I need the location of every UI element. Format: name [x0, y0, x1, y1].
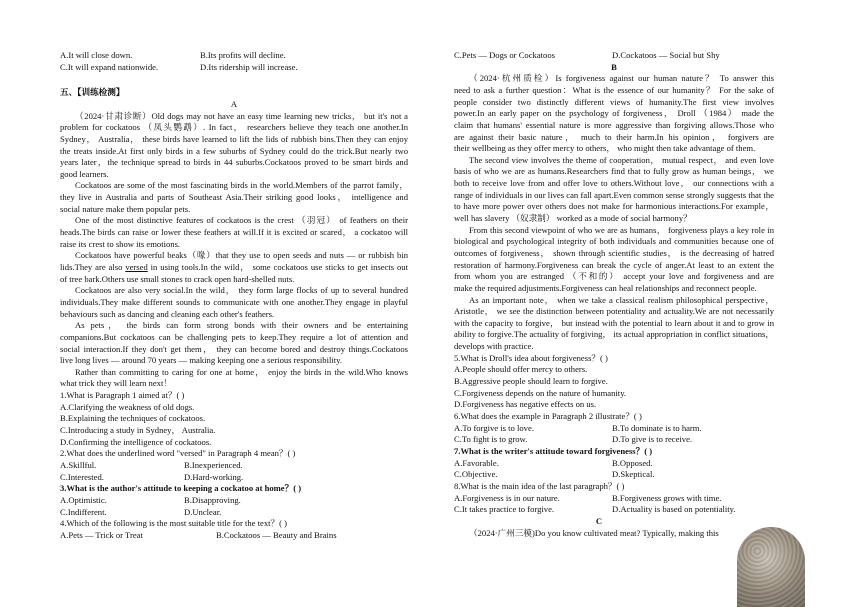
passage-line: from whom you are estranged （不和的） accept your love and forgiveness and are: [454, 271, 774, 282]
q7-options: [454, 458, 774, 470]
option: B.Inexperienced.: [184, 460, 243, 471]
top-options-row: [454, 50, 774, 62]
passage-line: The second view involves the theme of cooperation， mutual respect， and even love: [469, 154, 774, 165]
q2-options: [60, 460, 408, 472]
passage-line: well has slavery （奴隶制） worked as a mode of social harmony？: [454, 213, 692, 224]
option: A.Forgiveness is in our nature.: [454, 492, 560, 503]
passage-line: social interaction.If they don't get them， they can become bored and destroy things.Cockatoos: [60, 343, 408, 354]
option: A.To forgive is to love.: [454, 422, 534, 433]
passage-line: As an important note， when we take a classical realism philosophical perspective，: [469, 294, 774, 305]
q5-option: A.People should offer mercy to others.: [454, 364, 588, 375]
passage-a-label: A: [230, 98, 238, 109]
passage-line: One of the most distinctive features of cockatoos is the crest （羽冠） of feathers on their: [75, 215, 408, 226]
question-8: 8.What is the main idea of the last paragraph？( ): [454, 480, 625, 491]
top-options-row-2: [60, 62, 408, 74]
passage-line: companions.But cockatoos can be challenging pets to keep.They require a lot of attention and: [60, 331, 408, 342]
passage-line: to have more power over others does not make for harmonious interactions.For example，: [454, 201, 774, 212]
q1-option: C.Introducing a study in Sydney， Australia.: [60, 425, 216, 436]
passage-line: lids.They are also versed in using tools.In the wild， some cockatoos use sticks to get insects out: [60, 262, 408, 272]
q1-option: B.Explaining the techniques of cockatoos.: [60, 413, 206, 424]
passage-line: problem for cockatoos （凤头鹦鹉）. In fact， researchers believe they teach one another.In: [60, 122, 408, 133]
passage-line: heads.The birds can raise or lower these feathers at will.If it is excited or scared， a cockatoo will: [60, 227, 408, 238]
passage-line: of tree bark.Others use small stones to crack open hard-shelled nuts.: [60, 273, 295, 284]
passage-line: basis of who we are as humans.Researchers find that to fully grow as human beings， we: [454, 166, 774, 177]
passage-line: behaviours such as dancing and cleaning each other's feathers.: [60, 308, 275, 319]
passage-line: what trick they will learn next！: [60, 378, 172, 389]
passage-line: make the required adjustments.Forgiveness can heal relationships and reconnect people.: [454, 282, 757, 293]
passage-line: people consider two distinctly different views of humanity.The first view involves: [454, 96, 774, 107]
question-2: 2.What does the underlined word "versed" in Paragraph 4 mean？( ): [60, 448, 296, 459]
option: D.To give is to receive.: [612, 434, 693, 445]
option: A.Optimistic.: [60, 495, 107, 506]
option: B.Forgiveness grows with time.: [612, 492, 722, 503]
option: A.It will close down.: [60, 50, 133, 60]
option: C.Interested.: [60, 471, 104, 482]
option: D.Skeptical.: [612, 469, 655, 480]
q1-option: A.Clarifying the weakness of old dogs.: [60, 401, 195, 412]
passage-b-label: B: [611, 61, 617, 72]
option: C.Indifferent.: [60, 506, 107, 517]
passage-line: power.In an early paper on the psychology of forgiveness， Droll （1984） made the: [454, 108, 774, 119]
left-column: [60, 50, 408, 542]
passage-line: develops with practice.: [454, 341, 534, 352]
passage-line: From this second viewpoint of who we are as humans， forgiveness plays a key role in: [469, 224, 774, 235]
passage-a: [60, 111, 408, 390]
passage-line: range of individuals in our lives can fall apart.Even common sense strongly suggests that the: [454, 189, 774, 200]
option: B.Cockatoos — Beauty and Brains: [216, 529, 337, 540]
passage-c-first-line: （2024·广州三模)Do you know cultivated meat? Typically, making this: [469, 527, 719, 538]
passage-line: individuals.They make different sounds to communicate with one another.They engage in playful: [60, 296, 408, 307]
passage-line: need to ask a further question：What is the essence of our humanity？ For the sake of: [454, 84, 774, 95]
question-5: 5.What is Droll's idea about forgiveness？( ): [454, 352, 608, 363]
option: B.To dominate is to harm.: [612, 422, 702, 433]
option: B.Disapproving.: [184, 495, 241, 506]
passage-line: their wellbeing as they offer mercy to others， who might then take advantage of them.: [454, 143, 756, 154]
passage-line: Cockatoos are some of the most fascinating birds in the world.Members of the parrot family，: [75, 180, 408, 191]
passage-line: Rather than committing to caring for one at home， enjoy the birds in the wild.Who knows: [75, 366, 408, 377]
option: D.Actuality is based on potentiality.: [612, 504, 736, 515]
q5-option: C.Forgiveness depends on the nature of humanity.: [454, 387, 627, 398]
passage-line: social nature make them popular pets.: [60, 203, 191, 214]
passage-b: [454, 73, 774, 352]
question-1: 1.What is Paragraph 1 aimed at？( ): [60, 390, 185, 401]
option: A.Skillful.: [60, 460, 97, 471]
option: D.Hard-working.: [184, 471, 244, 482]
passage-line: Cockatoos have powerful beaks（喙）that they use to open seeds and nuts — or rubbish bin: [75, 250, 408, 261]
option: B.Its profits will decline.: [200, 50, 286, 60]
q6-options: [454, 423, 774, 435]
q8-options: [454, 504, 774, 516]
option: A.Favorable.: [454, 457, 499, 468]
passage-line: good learners.: [60, 168, 109, 179]
q4-options: [60, 530, 408, 542]
q3-options: [60, 507, 408, 519]
q5-option: D.Forgiveness has negative effects on us.: [454, 399, 597, 410]
right-column: [454, 50, 774, 539]
passage-line: claim that humans' essential nature is more aggressive than forgiving allows.Those who: [454, 119, 774, 130]
passage-line: are against their basic nature， much to their harm.In his opinion， forgivers are: [454, 131, 774, 142]
option: C.It will expand nationwide.: [60, 61, 159, 72]
passage-line: Cockatoos are also very social.In the wild， they form large flocks of up to several hundred: [75, 285, 408, 296]
option: D.Unclear.: [184, 506, 222, 517]
passage-line: outcomes of forgiveness， shown through scientific studies， is the decreasing of hatred: [454, 247, 774, 258]
passage-line: years later，the technique spread to birds in 44 suburbs.Cockatoos proved to be smart birds and: [60, 157, 408, 168]
passage-line: restoration of harmony.Forgiveness can break the cycle of anger.At least to an extent the: [454, 259, 774, 270]
q7-options: [454, 469, 774, 481]
passage-line: Sydney， Australia， these birds have learned to lift the lids of rubbish bins.Then they can enjoy: [60, 133, 408, 144]
q6-options: [454, 434, 774, 446]
option: D.Cockatoos — Social but Shy: [612, 50, 720, 60]
passage-line: biological and psychological integrity of both individuals and communities because one of: [454, 236, 774, 247]
section-title: 五、【训练检测】: [60, 87, 125, 98]
passage-line: the treats inside.At first only birds in a few suburbs of Sydney could do the trick.But nearly two: [60, 145, 408, 156]
option: C.Objective.: [454, 469, 498, 480]
passage-line: （2024·甘肃诊断）Old dogs may not have an easy time learning new tricks， but it's not a: [75, 110, 408, 121]
q3-options: [60, 495, 408, 507]
question-3: 3.What is the author's attitude to keeping a cockatoo at home？( ): [60, 483, 302, 494]
top-options-row-1: [60, 50, 408, 62]
question-4: 4.Which of the following is the most suitable title for the text？( ): [60, 518, 287, 529]
option: B.Opposed.: [612, 457, 653, 468]
option: D.Its ridership will increase.: [200, 61, 298, 72]
passage-line: live long lives — around 70 years — making keeping one a serious responsibility.: [60, 355, 343, 366]
cultivated-meat-photo: [737, 527, 805, 607]
q1-option: D.Confirming the intelligence of cockatoos.: [60, 436, 212, 447]
passage-line: both to receive love from and offer love to others.Without love， our connections with a: [454, 178, 774, 189]
option: C.Pets — Dogs or Cockatoos: [454, 50, 555, 60]
passage-line: with the capacity to forgive， but instead with the potential to learn about it and to grow in: [454, 317, 774, 328]
option: C.It takes practice to forgive.: [454, 504, 555, 515]
question-6: 6.What does the example in Paragraph 2 illustrate？( ): [454, 411, 642, 422]
passage-c-label: C: [595, 515, 603, 526]
passage-line: raise its crest to show its emotions.: [60, 238, 181, 249]
q2-options: [60, 472, 408, 484]
option: A.Pets — Trick or Treat: [60, 529, 143, 540]
q8-options: [454, 493, 774, 505]
question-7: 7.What is the writer's attitude toward forgiveness？( ): [454, 446, 653, 456]
passage-line: As pets， the birds can form strong bonds with their owners and be entertaining: [75, 320, 408, 331]
option: C.To fight is to grow.: [454, 434, 528, 445]
passage-line: （2024·杭州质检）Is forgiveness against our human nature？ To answer this: [469, 73, 774, 84]
passage-line: ability to forgive.The actuality of forgiving， its actual appropriation in conflict situations，: [454, 329, 774, 340]
passage-line: Aristotle， we see the distinction between potentiality and actuality.We are not necessarily: [454, 306, 774, 317]
passage-line: they live in Australia and parts of Southeast Asia.Their striking good looks， intelligence and: [60, 192, 408, 203]
q5-option: B.Aggressive people should learn to forgive.: [454, 376, 608, 387]
